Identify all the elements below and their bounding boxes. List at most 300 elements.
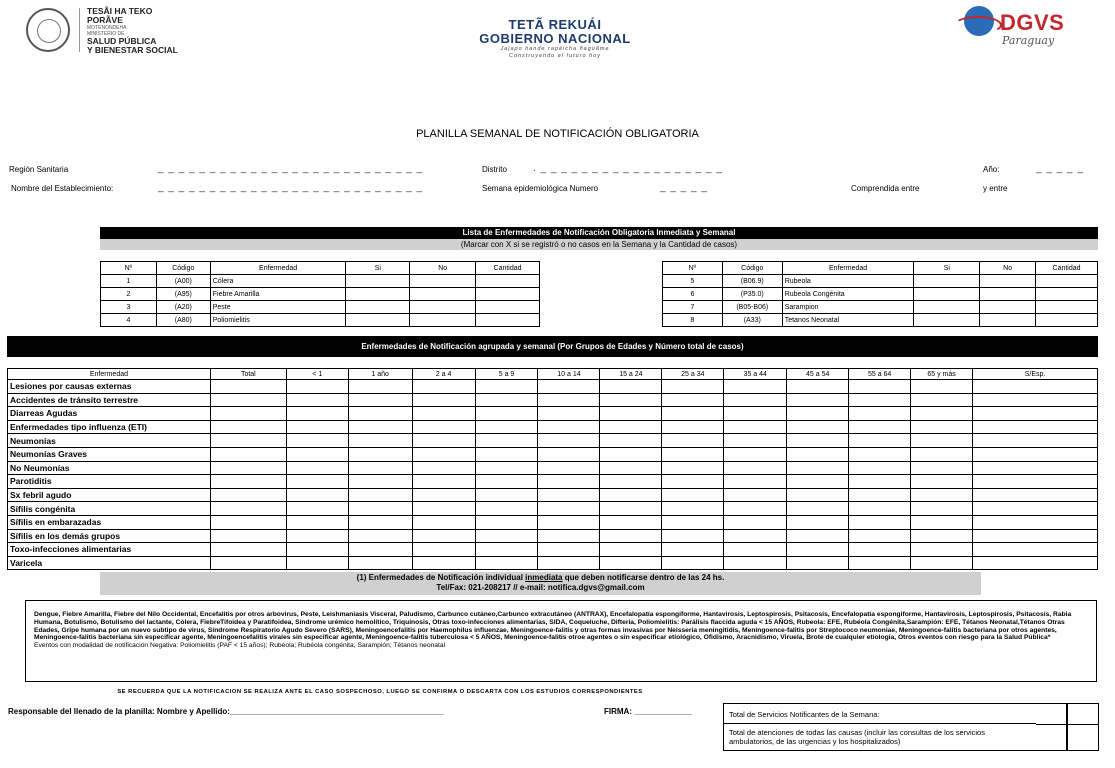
region-field[interactable]: _ _ _ _ _ _ _ _ _ _ _ _ _ _ _ _ _ _ _ _ _ _ _ _ _ _ (158, 163, 424, 174)
gov-line3: Jajapo hande rapéicha ñaguãme (500, 46, 610, 52)
case-count-cell[interactable] (662, 434, 724, 448)
case-count-cell[interactable] (600, 502, 662, 516)
case-count-cell[interactable] (412, 488, 475, 502)
si-cell[interactable] (914, 301, 980, 314)
establecimiento-field[interactable]: _ _ _ _ _ _ _ _ _ _ _ _ _ _ _ _ _ _ _ _ _ _ _ _ _ _ (158, 182, 424, 193)
case-count-cell[interactable] (973, 475, 1098, 489)
case-count-cell[interactable] (412, 515, 475, 529)
grouped-row (8, 556, 1098, 570)
case-count-cell[interactable] (475, 515, 538, 529)
notes-list: Dengue, Fiebre Amarilla, Fiebre del Nilo Occidental, Encefalitis por otros arbovirus, Peste, Leishmaniasis Visceral, Paludismo, Carbunco cutáneo,Carbunco extracutáneo (ANTRAX), Encefalopatía espongiforme, Hantavirosis, Leptospirosis, Psitacosis, Encefalopatía espongiforme, Hantavirosis, Leptospirosis, Psitacosis, Rabia Humana, Botulismo, Botulismo del lactante, Cólera, FiebreTifoidea y Paratifoidea, Síndrome urémico hemolítico, Triquinosis, Otras toxo-infecciones alimentarias, SIDA, Coqueluche, Difteria, Poliomielitis: Parálisis flaccida aguda < 15 AÑOS, Rubeola: EFE, Rubéola Congénita,Sarampión: EFE, Tétanos Neonatal,Tétanos Otras Edades, Gripe humana por un nuevo subtipo de virus, Síndrome Respiratorio Agudo Severo (SARS), Meningoencefalitis por Haemophilus influenzae, Meningoence-falitis y otras formas invasivas por Neisseria meningitidis, Meningoence-falitis por Streptococo neumoniae, Meningoence-falitis bacteriana por otros agentes, Meningoence-falitis bacteriana sin especificar agente, Meningoencefalitis virales sin especificar agente, Meningoence-falitis tuberculosa < 5 AÑOS, Meningoence-falitis otroe agentes o sin especificar etiológico, Ofidismo, Aracnidismo, Viruela, Brote de cualquier etiología, Otros eventos con riesgo para la Salud Pública* (34, 611, 1072, 642)
case-count-cell[interactable] (600, 461, 662, 475)
case-count-cell[interactable] (849, 447, 911, 461)
col-45a54: 45 a 54 (787, 369, 849, 380)
case-count-cell[interactable] (412, 420, 475, 434)
gov-line1: TETÃ REKUÁI (508, 17, 602, 32)
grouped-row (8, 543, 1098, 557)
case-count-cell[interactable] (210, 502, 286, 516)
case-count-cell[interactable] (600, 529, 662, 543)
case-count-cell[interactable] (724, 475, 787, 489)
grouped-row-disease: Sífilis en embarazadas (8, 515, 211, 529)
semana-field[interactable]: _ _ _ _ _ (660, 182, 708, 193)
case-count-cell[interactable] (911, 502, 973, 516)
total-servicios-label: Total de Servicios Notificantes de la Semana: (724, 704, 1036, 724)
case-count-cell[interactable] (787, 515, 849, 529)
case-count-cell[interactable] (787, 393, 849, 407)
case-count-cell[interactable] (412, 447, 475, 461)
case-count-cell[interactable] (973, 488, 1098, 502)
row-disease: Fiebre Amarilla (210, 288, 346, 301)
case-count-cell[interactable] (286, 488, 348, 502)
case-count-cell[interactable] (787, 475, 849, 489)
case-count-cell[interactable] (412, 502, 475, 516)
row-num: 3 (101, 301, 157, 314)
row-code: (B06.9) (722, 275, 782, 288)
case-count-cell[interactable] (286, 556, 348, 570)
case-count-cell[interactable] (787, 380, 849, 394)
ministry-line6: Y BIENESTAR SOCIAL (87, 45, 178, 55)
case-count-cell[interactable] (787, 543, 849, 557)
case-count-cell[interactable] (973, 556, 1098, 570)
case-count-cell[interactable] (538, 488, 600, 502)
no-cell[interactable] (980, 275, 1036, 288)
government-logo (470, 18, 640, 60)
case-count-cell[interactable] (348, 420, 412, 434)
case-count-cell[interactable] (475, 393, 538, 407)
grouped-row (8, 529, 1098, 543)
case-count-cell[interactable] (210, 556, 286, 570)
grouped-row (8, 434, 1098, 448)
anio-label: Año: (983, 165, 1000, 174)
case-count-cell[interactable] (600, 515, 662, 529)
case-count-cell[interactable] (538, 434, 600, 448)
case-count-cell[interactable] (286, 543, 348, 557)
case-count-cell[interactable] (911, 447, 973, 461)
comprendida-label: Comprendida entre (851, 184, 920, 193)
case-count-cell[interactable] (210, 393, 286, 407)
no-cell[interactable] (980, 288, 1036, 301)
case-count-cell[interactable] (662, 407, 724, 421)
case-count-cell[interactable] (538, 461, 600, 475)
case-count-cell[interactable] (911, 556, 973, 570)
case-count-cell[interactable] (600, 434, 662, 448)
case-count-cell[interactable] (412, 461, 475, 475)
case-count-cell[interactable] (538, 515, 600, 529)
cantidad-cell[interactable] (476, 301, 540, 314)
dgvs-logo (950, 4, 1090, 48)
case-count-cell[interactable] (662, 475, 724, 489)
case-count-cell[interactable] (412, 556, 475, 570)
case-count-cell[interactable] (600, 543, 662, 557)
total-value-cell[interactable] (1036, 704, 1068, 750)
case-count-cell[interactable] (973, 447, 1098, 461)
case-count-cell[interactable] (973, 515, 1098, 529)
case-count-cell[interactable] (475, 502, 538, 516)
case-count-cell[interactable] (724, 529, 787, 543)
case-count-cell[interactable] (538, 447, 600, 461)
case-count-cell[interactable] (600, 447, 662, 461)
case-count-cell[interactable] (662, 515, 724, 529)
row-num: 6 (663, 288, 723, 301)
reminder-text: SE RECUERDA QUE LA NOTIFICACION SE REALIZA ANTE EL CASO SOSPECHOSO, LUEGO SE CONFIRMA O DESCARTA CON LOS ESTUDIOS CORRESPONDIENTES (117, 689, 643, 695)
case-count-cell[interactable] (475, 461, 538, 475)
no-cell[interactable] (410, 314, 476, 327)
case-count-cell[interactable] (412, 434, 475, 448)
col-code: Código (156, 262, 210, 275)
row-num: 5 (663, 275, 723, 288)
list-header-row (101, 262, 540, 275)
case-count-cell[interactable] (662, 488, 724, 502)
list-row (663, 301, 1098, 314)
case-count-cell[interactable] (286, 502, 348, 516)
case-count-cell[interactable] (724, 420, 787, 434)
case-count-cell[interactable] (911, 529, 973, 543)
case-count-cell[interactable] (787, 461, 849, 475)
case-count-cell[interactable] (911, 420, 973, 434)
si-cell[interactable] (914, 314, 980, 327)
case-count-cell[interactable] (538, 380, 600, 394)
ministry-line3: MOTENONDEHA (87, 25, 127, 31)
case-count-cell[interactable] (210, 461, 286, 475)
grouped-row-disease: Parotiditis (8, 475, 211, 489)
case-count-cell[interactable] (787, 420, 849, 434)
case-count-cell[interactable] (475, 447, 538, 461)
case-count-cell[interactable] (662, 543, 724, 557)
case-count-cell[interactable] (973, 502, 1098, 516)
globe-icon (964, 6, 994, 36)
totals-box (723, 703, 1099, 751)
case-count-cell[interactable] (286, 529, 348, 543)
case-count-cell[interactable] (973, 420, 1098, 434)
col-si: Si (914, 262, 980, 275)
case-count-cell[interactable] (911, 475, 973, 489)
case-count-cell[interactable] (475, 420, 538, 434)
case-count-cell[interactable] (849, 407, 911, 421)
case-count-cell[interactable] (412, 529, 475, 543)
case-count-cell[interactable] (348, 407, 412, 421)
case-count-cell[interactable] (286, 515, 348, 529)
grouped-row (8, 407, 1098, 421)
case-count-cell[interactable] (348, 556, 412, 570)
case-count-cell[interactable] (538, 420, 600, 434)
case-count-cell[interactable] (538, 543, 600, 557)
col-si: Si (346, 262, 410, 275)
case-count-cell[interactable] (724, 393, 787, 407)
case-count-cell[interactable] (973, 393, 1098, 407)
row-disease: Poliomielitis (210, 314, 346, 327)
case-count-cell[interactable] (724, 556, 787, 570)
case-count-cell[interactable] (662, 461, 724, 475)
ministry-seal-logo (26, 8, 70, 52)
case-count-cell[interactable] (348, 475, 412, 489)
case-count-cell[interactable] (475, 529, 538, 543)
case-count-cell[interactable] (210, 447, 286, 461)
case-count-cell[interactable] (787, 502, 849, 516)
case-count-cell[interactable] (475, 488, 538, 502)
case-count-cell[interactable] (973, 407, 1098, 421)
case-count-cell[interactable] (973, 434, 1098, 448)
row-num: 8 (663, 314, 723, 327)
case-count-cell[interactable] (911, 515, 973, 529)
case-count-cell[interactable] (973, 529, 1098, 543)
col-35a44: 35 a 44 (724, 369, 787, 380)
grouped-row (8, 380, 1098, 394)
case-count-cell[interactable] (724, 407, 787, 421)
case-count-cell[interactable] (475, 556, 538, 570)
cantidad-cell[interactable] (476, 288, 540, 301)
case-count-cell[interactable] (911, 407, 973, 421)
case-count-cell[interactable] (724, 515, 787, 529)
case-count-cell[interactable] (538, 529, 600, 543)
case-count-cell[interactable] (210, 488, 286, 502)
case-count-cell[interactable] (600, 407, 662, 421)
case-count-cell[interactable] (210, 475, 286, 489)
row-code: (A00) (156, 275, 210, 288)
col-disease: Enfermedad (210, 262, 346, 275)
col-num: Nº (663, 262, 723, 275)
case-count-cell[interactable] (475, 380, 538, 394)
grouped-row-disease: Enfermedades tipo influenza (ETI) (8, 420, 211, 434)
firma-field[interactable]: FIRMA: _____________ (604, 707, 693, 716)
case-count-cell[interactable] (412, 475, 475, 489)
row-disease: Peste (210, 301, 346, 314)
list-header-row (663, 262, 1098, 275)
case-count-cell[interactable] (911, 434, 973, 448)
no-cell[interactable] (980, 301, 1036, 314)
si-cell[interactable] (346, 275, 410, 288)
row-code: (A20) (156, 301, 210, 314)
col-enfermedad: Enfermedad (8, 369, 211, 380)
case-count-cell[interactable] (412, 543, 475, 557)
case-count-cell[interactable] (475, 434, 538, 448)
case-count-cell[interactable] (600, 488, 662, 502)
case-count-cell[interactable] (348, 380, 412, 394)
col-cantidad: Cantidad (476, 262, 540, 275)
case-count-cell[interactable] (787, 434, 849, 448)
case-count-cell[interactable] (724, 543, 787, 557)
gov-line2: GOBIERNO NACIONAL (479, 31, 631, 46)
case-count-cell[interactable] (286, 380, 348, 394)
case-count-cell[interactable] (348, 502, 412, 516)
case-count-cell[interactable] (787, 447, 849, 461)
case-count-cell[interactable] (973, 380, 1098, 394)
case-count-cell[interactable] (849, 434, 911, 448)
case-count-cell[interactable] (538, 407, 600, 421)
case-count-cell[interactable] (286, 447, 348, 461)
case-count-cell[interactable] (849, 502, 911, 516)
case-count-cell[interactable] (849, 475, 911, 489)
case-count-cell[interactable] (348, 515, 412, 529)
list-subtitle: (Marcar con X si se registró o no casos en la Semana y la Cantidad de casos) (100, 239, 1098, 250)
establecimiento-label: Nombre del Establecimiento: (11, 184, 114, 193)
case-count-cell[interactable] (911, 488, 973, 502)
case-count-cell[interactable] (348, 529, 412, 543)
distrito-field[interactable]: . _ _ _ _ _ _ _ _ _ _ _ _ _ _ _ _ _ _ (533, 163, 723, 174)
case-count-cell[interactable] (973, 461, 1098, 475)
si-cell[interactable] (914, 275, 980, 288)
case-count-cell[interactable] (538, 556, 600, 570)
col-no: No (980, 262, 1036, 275)
case-count-cell[interactable] (724, 380, 787, 394)
case-count-cell[interactable] (348, 488, 412, 502)
case-count-cell[interactable] (662, 380, 724, 394)
grouped-row-disease: Lesiones por causas externas (8, 380, 211, 394)
row-code: (B05-B06) (722, 301, 782, 314)
cantidad-cell[interactable] (1036, 314, 1098, 327)
col-2a4: 2 a 4 (412, 369, 475, 380)
case-count-cell[interactable] (600, 556, 662, 570)
dgvs-name: DGVS (1000, 10, 1065, 35)
no-cell[interactable] (980, 314, 1036, 327)
grouped-row (8, 515, 1098, 529)
case-count-cell[interactable] (662, 420, 724, 434)
case-count-cell[interactable] (475, 475, 538, 489)
row-disease: Rubeola Congénita (782, 288, 914, 301)
case-count-cell[interactable] (787, 529, 849, 543)
case-count-cell[interactable] (286, 407, 348, 421)
grouped-row-disease: Diarreas Agudas (8, 407, 211, 421)
case-count-cell[interactable] (600, 475, 662, 489)
row-disease: Cólera (210, 275, 346, 288)
cantidad-cell[interactable] (1036, 275, 1098, 288)
case-count-cell[interactable] (662, 529, 724, 543)
list-title-bar: Lista de Enfermedades de Notificación Obligatoria Inmediata y Semanal (100, 227, 1098, 239)
case-count-cell[interactable] (662, 447, 724, 461)
list-row (663, 288, 1098, 301)
case-count-cell[interactable] (911, 543, 973, 557)
case-count-cell[interactable] (210, 529, 286, 543)
case-count-cell[interactable] (849, 461, 911, 475)
case-count-cell[interactable] (787, 556, 849, 570)
case-count-cell[interactable] (973, 543, 1098, 557)
col-total: Total (210, 369, 286, 380)
dgvs-country: Paraguay (1002, 34, 1055, 47)
case-count-cell[interactable] (787, 407, 849, 421)
case-count-cell[interactable] (849, 556, 911, 570)
grouped-row (8, 475, 1098, 489)
list-row (101, 275, 540, 288)
si-cell[interactable] (346, 301, 410, 314)
no-cell[interactable] (410, 275, 476, 288)
case-count-cell[interactable] (210, 543, 286, 557)
case-count-cell[interactable] (849, 393, 911, 407)
case-count-cell[interactable] (348, 434, 412, 448)
col-num: Nº (101, 262, 157, 275)
case-count-cell[interactable] (662, 556, 724, 570)
case-count-cell[interactable] (210, 380, 286, 394)
col-15a24: 15 a 24 (600, 369, 662, 380)
case-count-cell[interactable] (724, 447, 787, 461)
case-count-cell[interactable] (286, 475, 348, 489)
row-code: (A80) (156, 314, 210, 327)
case-count-cell[interactable] (348, 447, 412, 461)
case-count-cell[interactable] (538, 393, 600, 407)
case-count-cell[interactable] (210, 420, 286, 434)
case-count-cell[interactable] (911, 461, 973, 475)
case-count-cell[interactable] (600, 393, 662, 407)
case-count-cell[interactable] (849, 420, 911, 434)
grouped-row-disease: Neumonías (8, 434, 211, 448)
case-count-cell[interactable] (911, 380, 973, 394)
case-count-cell[interactable] (210, 515, 286, 529)
case-count-cell[interactable] (412, 380, 475, 394)
case-count-cell[interactable] (286, 461, 348, 475)
row-disease: Sarampion (782, 301, 914, 314)
case-count-cell[interactable] (662, 502, 724, 516)
case-count-cell[interactable] (475, 407, 538, 421)
case-count-cell[interactable] (600, 380, 662, 394)
grouped-row (8, 461, 1098, 475)
responsable-field[interactable]: Responsable del llenado de la planilla: Nombre y Apellido:________________________________________________ (8, 707, 444, 716)
case-count-cell[interactable] (210, 434, 286, 448)
case-count-cell[interactable] (787, 488, 849, 502)
row-num: 7 (663, 301, 723, 314)
case-count-cell[interactable] (849, 543, 911, 557)
si-cell[interactable] (346, 314, 410, 327)
case-count-cell[interactable] (286, 420, 348, 434)
cantidad-cell[interactable] (1036, 301, 1098, 314)
case-count-cell[interactable] (348, 543, 412, 557)
case-count-cell[interactable] (412, 393, 475, 407)
si-cell[interactable] (914, 288, 980, 301)
ministry-logo-text (87, 7, 178, 55)
grouped-row-disease: Accidentes de tránsito terrestre (8, 393, 211, 407)
ministry-line2: PORÃVE (87, 15, 123, 25)
grouped-row-disease: Neumonías Graves (8, 447, 211, 461)
case-count-cell[interactable] (849, 380, 911, 394)
cantidad-cell[interactable] (1036, 288, 1098, 301)
case-count-cell[interactable] (724, 461, 787, 475)
si-cell[interactable] (346, 288, 410, 301)
case-count-cell[interactable] (286, 393, 348, 407)
case-count-cell[interactable] (412, 407, 475, 421)
list-row (101, 301, 540, 314)
footer-immediate-note: (1) Enfermedades de Notificación individual inmediata que deben notificarse dentro de las 24 hs. (356, 573, 725, 582)
list-row (101, 288, 540, 301)
notes-box (25, 600, 1097, 682)
cantidad-cell[interactable] (476, 275, 540, 288)
case-count-cell[interactable] (348, 461, 412, 475)
case-count-cell[interactable] (849, 488, 911, 502)
case-count-cell[interactable] (849, 515, 911, 529)
semana-label: Semana epidemiológica Numero (482, 184, 599, 193)
case-count-cell[interactable] (538, 475, 600, 489)
gov-line4: Construyendo el futuro hoy (508, 53, 602, 59)
case-count-cell[interactable] (849, 529, 911, 543)
no-cell[interactable] (410, 288, 476, 301)
cantidad-cell[interactable] (476, 314, 540, 327)
col-no: No (410, 262, 476, 275)
case-count-cell[interactable] (662, 393, 724, 407)
case-count-cell[interactable] (348, 393, 412, 407)
case-count-cell[interactable] (475, 543, 538, 557)
case-count-cell[interactable] (724, 434, 787, 448)
case-count-cell[interactable] (538, 502, 600, 516)
grouped-row (8, 488, 1098, 502)
list-table-left (100, 261, 540, 327)
case-count-cell[interactable] (724, 488, 787, 502)
grouped-row (8, 502, 1098, 516)
no-cell[interactable] (410, 301, 476, 314)
case-count-cell[interactable] (286, 434, 348, 448)
case-count-cell[interactable] (911, 393, 973, 407)
row-code: (P35.0) (722, 288, 782, 301)
case-count-cell[interactable] (600, 420, 662, 434)
case-count-cell[interactable] (210, 407, 286, 421)
case-count-cell[interactable] (724, 502, 787, 516)
anio-field[interactable]: _ _ _ _ _ (1036, 163, 1084, 174)
footer-contact: Tel/Fax: 021-208217 // e-mail: notifica.dgvs@gmail.com (436, 583, 645, 592)
